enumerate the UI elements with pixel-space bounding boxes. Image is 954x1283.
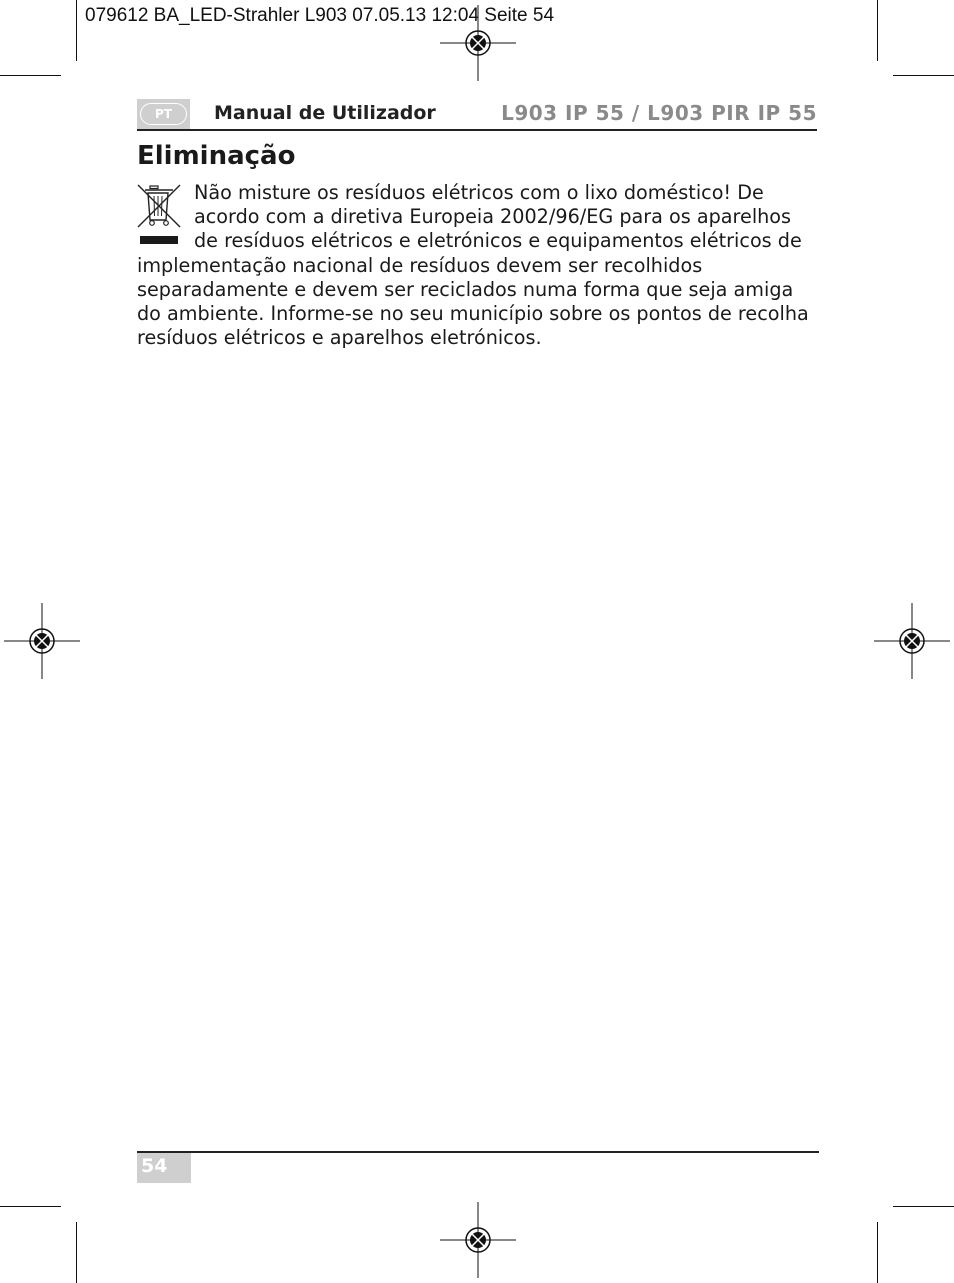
manual-title: Manual de Utilizador: [214, 102, 436, 124]
registration-mark-icon: [440, 1202, 516, 1278]
disposal-instructions: [137, 181, 817, 350]
header-divider: [137, 129, 817, 131]
registration-mark-icon: [4, 603, 80, 679]
crop-mark: [0, 75, 61, 76]
section-heading: Eliminação: [137, 141, 296, 171]
crop-mark: [893, 1206, 954, 1207]
body-text: Não misture os resíduos elétricos com o lixo doméstico! De acordo com a diretiva Europeia 2002/96/EG para os aparelhos de resíduos elétricos e eletrónicos e equipamentos elétricos de implementação nacional de resíduos devem ser recolhidos separadamente e devem ser reciclados numa forma que seja amiga do ambiente. Informe-se no seu município sobre os pontos de recolha resíduos elétricos e aparelhos eletrónicos.: [137, 181, 809, 350]
page-number: 54: [141, 1155, 168, 1177]
registration-mark-icon: [874, 603, 950, 679]
icon-spacer: [137, 181, 194, 253]
running-header: [137, 99, 817, 129]
model-designation: L903 IP 55 / L903 PIR IP 55: [501, 101, 817, 125]
crop-mark: [0, 1206, 61, 1207]
registration-mark-icon: [440, 5, 516, 81]
print-slug: 079612 BA_LED-Strahler L903 07.05.13 12:04 Seite 54: [85, 5, 555, 26]
footer-divider: [137, 1151, 819, 1153]
crop-mark: [76, 1222, 77, 1283]
crop-mark: [877, 1222, 878, 1283]
crop-mark: [76, 0, 77, 61]
crop-mark: [877, 0, 878, 61]
language-code: PT: [140, 103, 187, 125]
language-badge: [137, 99, 190, 129]
page-number-box: [137, 1153, 191, 1183]
crop-mark: [893, 75, 954, 76]
